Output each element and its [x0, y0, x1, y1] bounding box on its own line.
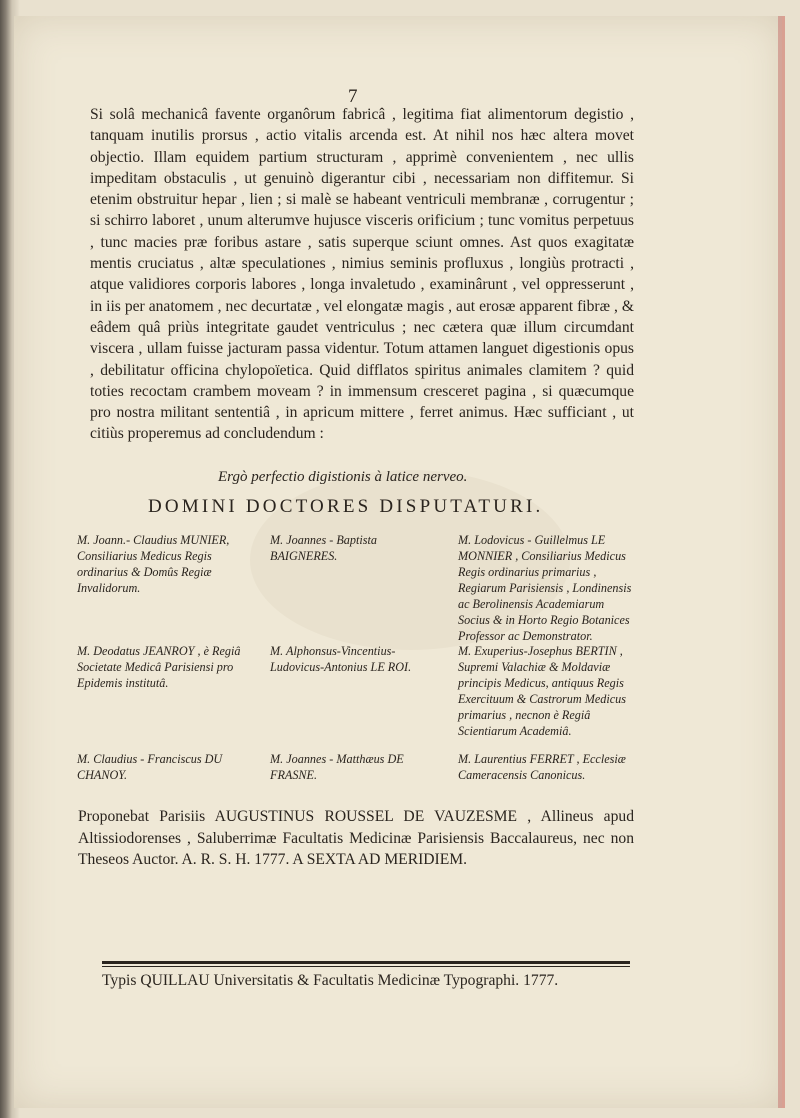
printer-imprint: Typis QUILLAU Universitatis & Facultatis Medicinæ Typographi. 1777.	[102, 972, 559, 989]
doctor-entry: M. Lodovicus - Guillelmus LE MONNIER , Consiliarius Medicus Regis ordinarius primarius , Regiarum Parisiensis , Londinensis ac Berolinensis Academiarum Socius & in Horto Regio Botanices Professor ac Demonstrator.	[458, 533, 632, 643]
doctor-entry: M. Laurentius FERRET , Ecclesiæ Cameracensis Canonicus.	[458, 752, 626, 782]
body-paragraph: Si solâ mechanicâ favente organôrum fabricâ , legitima fiat alimentorum degistio , tanquam inutilis prorsus , actio vitalis arcenda est. At nihil nos hæc altera movet objectio. Illam equidem partium structuram , apprimè convenientem , nec ullis impeditam obstaculis , ut genuinò digerantur cibi , necessariam non diffitemur. Si etenim obstruitur hepar , lien ; si malè se habeant ventriculi membranæ , corrugentur ; si schirro laboret , unum alterumve hujusce visceris orificium ; tunc vomitus perpetuus , tunc macies præ foribus astare , satis superque sciunt omnes. Ast quos exagitatæ mentis cruciatus , altæ speculationes , nimius seminis profluxus , longiùs protracti , atque validiores corporis labores , longa invaletudo , examinârunt , vel oppresserunt , in iis per anatomem , nec decurtatæ , vel elongatæ magis , aut erosæ apparent fibræ , & eâdem quâ priùs integritate gaudet ventriculus ; nec cætera quæ illum circumdant viscera , ullam fuisse jacturam passa videntur. Totum attamen languet digestionis opus , debilitatur officina chylopoïetica. Quid difflatos spiritus animales clamitem ? quid toties recoctam crambem moveam ? in immensum cresceret pagina , si quæcumque pro nostra militant sententiâ , in apricum mittere , ferret animus. Hæc sufficiant , ut citiùs properemus ad concludendum :	[90, 106, 634, 443]
page-number: 7	[348, 86, 358, 107]
doctor-entry: M. Joann.- Claudius MUNIER, Consiliarius Medicus Regis ordinarius & Domûs Regiæ Invalidorum.	[77, 533, 230, 595]
divider-rule-thin	[102, 966, 630, 967]
conclusion-line: Ergò perfectio digistionis à latice nerveo.	[218, 469, 468, 485]
doctor-entry: M. Joannes - Matthæus DE FRASNE.	[270, 752, 404, 782]
proponebat-paragraph: Proponebat Parisiis AUGUSTINUS ROUSSEL DE VAUZESME , Allineus apud Altissiodorenses , Saluberrimæ Facultatis Medicinæ Parisiensis Baccalaureus, nec non Theseos Auctor. A. R. S. H. 1777. A SEXTA AD MERIDIEM.	[78, 808, 634, 868]
doctor-entry: M. Deodatus JEANROY , è Regiâ Societate Medicâ Parisiensi pro Epidemis institutâ.	[77, 644, 241, 690]
divider-rule	[102, 961, 630, 964]
doctor-entry: M. Alphonsus-Vincentius-Ludovicus-Antonius LE ROI.	[270, 644, 412, 674]
page-edge	[778, 16, 782, 1108]
doctors-heading: DOMINI DOCTORES DISPUTATURI.	[148, 496, 544, 517]
doctor-entry: M. Joannes - Baptista BAIGNERES.	[270, 533, 377, 563]
doctor-entry: M. Claudius - Franciscus DU CHANOY.	[77, 752, 223, 782]
doctor-entry: M. Exuperius-Josephus BERTIN , Supremi Valachiæ & Moldaviæ principis Medicus, antiquus Regis Exercituum & Castrorum Medicus primarius , necnon è Regiâ Scientiarum Academiâ.	[458, 644, 627, 738]
